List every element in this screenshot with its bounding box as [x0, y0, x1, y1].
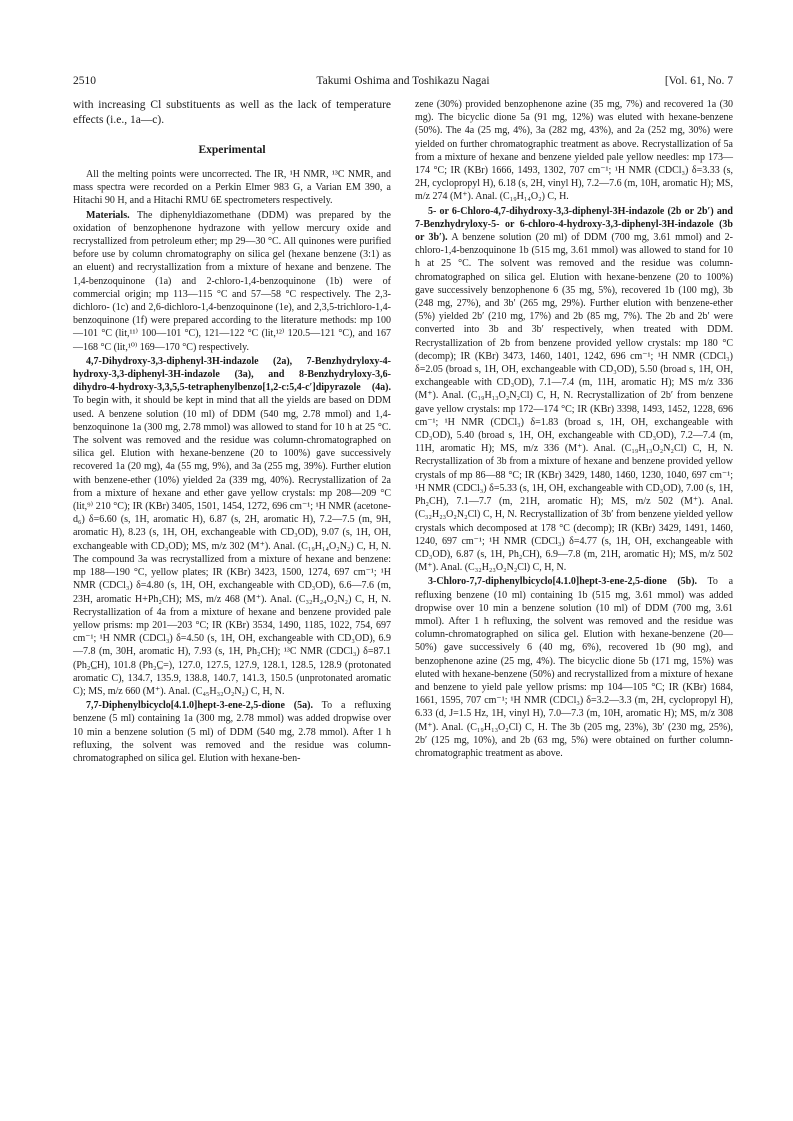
paragraph-body: To a refluxing benzene (10 ml) containing 1b (515 mg, 3.61 mmol) was added dropwise over 10 min a benzene solution (10 ml) of DDM (700 mg, 3.61 mmol). After 1 h refluxing, the solvent was removed and the residue was column-chromatographed on silica gel. Elution with hexane-benzene (20—50%) gave successively 6 (40 mg, 6%), recovered 1b (90 mg), and benzophenone azine (25 mg, 4%). The bicyclic dione 5b (171 mg, 15%) was eluted with hexane-benzene (50%) and recrystallized from a mixture of hexane and benzene to yield pale yellow prisms: mp 104—105 °C; IR (KBr) 1684, 1661, 1595, 707 cm⁻¹; ¹H NMR (CDCl₃) δ=3.2—3.3 (m, 2H, cyclopropyl H), 6.33 (d, J=1.5 Hz, 1H, vinyl H), 7.0—7.3 (m, 10H, aromatic H); MS, m/z 308 (M⁺). Anal. (C₁₉H₁₃O₂Cl) C, H. The 3b (205 mg, 23%), 3b′ (230 mg, 25%), 2b′ (125 mg, 10%), and 2b (63 mg, 5%) were obtained on further column-chromatographic treatment as above. [415, 576, 734, 759]
paragraph-compound-5a [73, 699, 391, 765]
running-header [73, 73, 733, 89]
running-authors: Takumi Oshima and Toshikazu Nagai [316, 75, 490, 87]
right-column [415, 98, 733, 760]
page-number: 2510 [73, 75, 96, 87]
paragraph-body: To a refluxing benzene (5 ml) containing 1a (300 mg, 2.78 mmol) was added dropwise over 10 min a benzene solution (5 ml) of DDM (540 mg, 2.78 mmol). After 1 h refluxing, the solvent was removed and the residue was column-chromatographed on silica gel. Elution with hexane-ben- [73, 700, 391, 764]
section-title: Experimental [198, 144, 266, 156]
paragraph-compound-2a [73, 355, 391, 698]
paragraph-materials [73, 209, 391, 354]
paragraph-compound-2b [415, 205, 733, 575]
paragraph-heading: 3-Chloro-7,7-diphenylbicyclo[4.1.0]hept-3-ene-2,5-dione (5b). [428, 576, 698, 588]
paragraph-heading: 5- or 6-Chloro-4,7-dihydroxy-3,3-diphenyl-3H-indazole (2b or 2b′) and 7-Benzhydryloxy-5- or 6-chloro-4-hydroxy-3,3-diphenyl-3H-indazole (3b or 3b′). [415, 205, 733, 244]
paragraph-instruments: All the melting points were uncorrected. The IR, ¹H NMR, ¹³C NMR, and mass spectra were recorded on a Perkin Elmer 983 G, a Varian EM 390, a Hitachi 90 H, and a Hitachi RMU 6E spectrometers respectively. [73, 169, 391, 207]
paragraph-body: A benzene solution (20 ml) of DDM (700 mg, 3.61 mmol) and 2-chloro-1,4-benzoquinone 1b (515 mg, 3.61 mmol) was allowed to stand for 10 h at 25 °C. The solvent was removed and the residue was column-chromatographed on silica gel. Elution with hexane-benzene (20 to 100%) gave successively benzophenone 6 (35 mg, 5%), recovered 1b (100 mg), 3b (248 mg, 27%), and 3b′ (265 mg, 29%). Further elution with benzene-ether (5%) yielded 2b′ (210 mg, 17%) and 2b (85 mg, 7%). The 2b and 2b′ were converted into 3b and 3b′ respectively, when treated with DDM. Recrystallization of 2b from benzene provided yellow crystals: mp 180 °C (decomp); IR (KBr) 3473, 1460, 1401, 1242, 696 cm⁻¹; ¹H NMR (CDCl₃) δ=2.05 (broad s, 1H, OH, exchangeable with CD₃OD), 5.50 (broad s, 1H, OH, exchangeable with CD₃OD), 7.1—7.4 (m, 11H, aromatic H); MS m/z 336 (M⁺). Anal. (C₁₉H₁₃O₂N₂Cl) C, H, N. Recrystallization of 2b′ from benzene gave yellow crystals: mp 172—174 °C; IR (KBr) 3398, 1493, 1452, 1228, 696 cm⁻¹; ¹H NMR (CDCl₃) δ=1.83 (broad s, 1H, OH, exchangeable with CD₃OD), 5.40 (broad s, 1H, OH, exchangeable with CD₃OD), 7.2—7.4 (m, 11H, aromatic H); MS, m/z 336 (M⁺). Anal. (C₁₉H₁₃O₂N₂Cl) C, H, N. Recrystallization of 3b from a mixture of hexane and benzene provided yellow crystals of mp 86—88 °C; IR (KBr) 3429, 1480, 1460, 1230, 1040, 697 cm⁻¹; ¹H NMR (CDCl₃) δ=5.33 (s, 1H, OH, exchangeable with CD₃OD), 7.00 (s, 1H, Ph₂CH), 7.1—7.7 (m, 21H, aromatic H); MS, m/z 502 (M⁺). Anal. (C₃₂H₂₃O₂N₂Cl) C, H, N. Recrystallization of 3b′ from benzene yielded yellow crystals which decomposed at 178 °C (decomp); IR (KBr) 3429, 1491, 1460, 1240, 697 cm⁻¹; ¹H NMR (CDCl₃) δ=4.77 (s, 1H, OH, exchangeable with CD₃OD), 6.87 (s, 1H, Ph₂CH), 6.9—7.8 (m, 21H, aromatic H); MS, m/z 502 (M⁺). Anal. (C₃₂H₂₃O₂N₂Cl) C, H, N. [415, 232, 733, 574]
paragraph-compound-5b [415, 575, 733, 760]
paragraph-heading: 4,7-Dihydroxy-3,3-diphenyl-3H-indazole (2a), 7-Benzhydryloxy-4-hydroxy-3,3-diphenyl-3H-indazole (3a), and 8-Benzhydryloxy-3,6-dihydro-4-hydroxy-3,3,5,5-tetraphenylbenzo[1,2-c:5,4-c′]dipyrazole (4a). [73, 355, 391, 394]
paragraph-heading: Materials. [86, 209, 130, 221]
intro-continuation: with increasing Cl substituents as well as the lack of temperature effects (i.e., 1a—c). [73, 99, 391, 126]
left-column [73, 98, 391, 765]
paragraph-body: To begin with, it should be kept in mind that all the yields are based on DDM used. A benzene solution (10 ml) of DDM (540 mg, 2.78 mmol) and 1,4-benzoquinone 1a (300 mg, 2.78 mmol) was allowed to stand for 10 h at 25 °C. The solvent was removed and the residue was column-chromatographed on silica gel. Elution with hexane-benzene (20 to 100%) gave successively recovered 1a (20 mg), 4a (55 mg, 9%), and 3a (255 mg, 39%). Further elution with benzene-ether (10%) yielded 2a (339 mg, 40%). Recrystallization of 2a from a mixture of hexane and ether gave yellow crystals: mp 208—209 °C (lit,⁹⁾ 210 °C); IR (KBr) 3405, 1501, 1454, 1272, 696 cm⁻¹; ¹H NMR (acetone-d₆) δ=6.60 (s, 1H, aromatic H), 6.87 (s, 2H, aromatic H), 7.2—7.5 (m, 9H, aromatic H), 8.23 (s, 1H, OH, exchangeable with CD₃OD), 9.07 (s, 1H, OH, exchangeable with CD₃OD); MS, m/z 302 (M⁺). Anal. (C₁₉H₁₄O₂N₂) C, H, N. The compound 3a was recrystallized from a mixture of hexane and benzene: mp 188—190 °C, yellow plates; IR (KBr) 3423, 1500, 1274, 697 cm⁻¹; ¹H NMR (CDCl₃) δ=4.80 (s, 1H, OH, exchangeable with CD₃OD), 6.6—7.6 (m, 23H, aromatic H+Ph₂CH); MS, m/z 468 (M⁺). Anal. (C₃₂H₂₄O₂N₂) C, H, N. Recrystallization of 4a from a mixture of hexane and benzene provided pale yellow prisms: mp 201—203 °C; IR (KBr) 3534, 1490, 1185, 1022, 754, 697 cm⁻¹; ¹H NMR (CDCl₃) δ=4.50 (s, 1H, OH, exchangeable with CD₃OD), 6.9—7.8 (m, 30H, aromatic H), 7.93 (s, 1H, Ph₂CH); ¹³C NMR (CDCl₃) δ=87.1 (Ph₂C̲H), 101.8 (Ph₂C̲=), 127.0, 127.5, 127.9, 128.1, 128.5, 128.9 (protonated aromatic C), 134.7, 135.9, 138.8, 140.7, 141.3, 150.5 (unprotonated aromatic C); MS, m/z 660 (M⁺). Anal. (C₄₅H₃₂O₂N₂) C, H, N. [73, 395, 391, 697]
paragraph-heading: 7,7-Diphenylbicyclo[4.1.0]hept-3-ene-2,5-dione (5a). [86, 700, 313, 712]
volume-issue: [Vol. 61, No. 7 [664, 75, 733, 87]
paragraph-body: The diphenyldiazomethane (DDM) was prepared by the oxidation of benzophenone hydrazone with yellow mercury oxide and recrystallized from petroleum ether; mp 29—30 °C. All quinones were purified before use by column chromatography on silica gel (hexane benzene (3:1) as an eluent) and recrystallization from a mixture of hexane and benzene. The 1,4-benzoquinone (1a) and 2-chloro-1,4-benzoquinone (1b) were of commercial origin; mp 113—115 °C and 57—58 °C respectively. The 2,3-dichloro- (1c) and 2,6-dichloro-1,4-benzoquinone (1e), and 2,3,5-trichloro-1,4-benzoquinone (1f) were prepared according to the literature methods: mp 100—101 °C (lit,¹¹⁾ 100—101 °C), 121—122 °C (lit,¹²⁾ 120.5—121 °C), and 167—168 °C (lit,¹⁰⁾ 169—170 °C) respectively. [73, 209, 391, 353]
paragraph-continuation: zene (30%) provided benzophenone azine (35 mg, 7%) and recovered 1a (30 mg). The bicyclic dione 5a (91 mg, 12%) was eluted with hexane-benzene (50%). The 4a (25 mg, 4%), 3a (282 mg, 43%), and 2a (252 mg, 30%) were yielded on further chromatographic treatment as above. Recrystallization of 5a from a mixture of hexane and benzene yielded pale yellow needles: mp 173—174 °C; IR (KBr) 1666, 1493, 1302, 707 cm⁻¹; ¹H NMR (CDCl₃) δ=3.33 (s, 2H, cyclopropyl H), 6.18 (s, 2H, vinyl H), 7.2—7.6 (m, 10H, aromatic H); MS, m/z 274 (M⁺). Anal. (C₁₉H₁₄O₂) C, H. [415, 99, 733, 203]
